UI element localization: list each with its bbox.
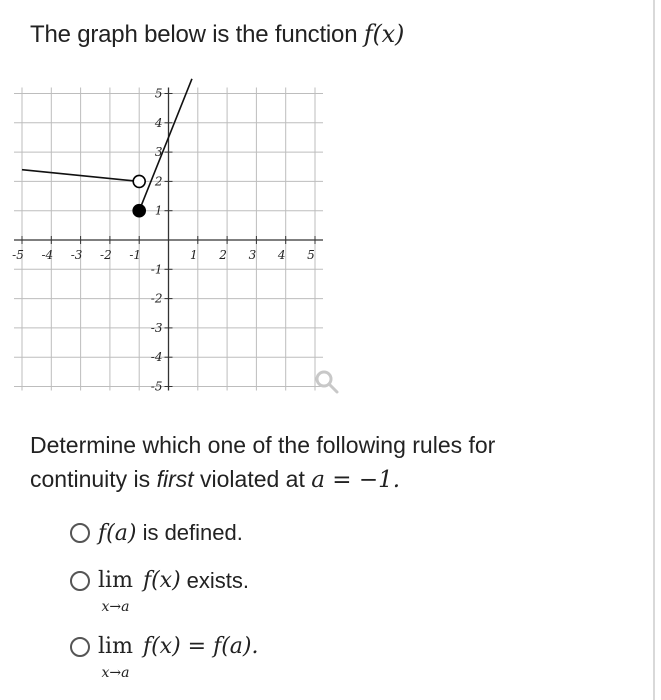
x-tick-label: 1 [189,248,198,262]
option-equals-math: f(x) = f(a). [142,634,259,659]
x-tick-label: 3 [248,248,257,262]
prompt-pre: Determine which one of the following rules for continuity is [30,432,496,492]
option-defined[interactable] [70,520,243,546]
y-tick-label: -5 [150,379,163,394]
prompt-math: a = −1. [311,467,401,493]
limit-notation [98,568,133,615]
intro-text: The graph below is the function [30,21,358,48]
question-title [30,20,404,49]
lim-subscript: x→a [101,599,130,615]
y-tick-label: -1 [150,262,163,277]
option-limit-equals[interactable] [70,634,259,681]
prompt-emphasis: first [156,466,194,492]
lim-word: lim [98,568,133,593]
y-tick-label: 5 [154,86,163,101]
x-tick-label: 2 [219,248,227,262]
lim-subscript: x→a [101,665,130,681]
function-name: f(x) [363,20,405,48]
prompt-post: violated at [200,466,305,492]
limit-notation [98,634,133,681]
lim-word: lim [98,634,133,659]
y-tick-label: -3 [150,320,163,335]
x-tick-label: -2 [100,248,112,262]
magnifier-icon[interactable] [313,368,341,396]
y-tick-label: 3 [154,145,163,160]
y-tick-label: 1 [154,203,163,218]
x-tick-label: 5 [307,248,315,262]
x-tick-label: -5 [12,248,24,262]
x-tick-label: 4 [277,248,286,262]
option-limit-math: f(x) [142,568,181,593]
y-tick-label: -2 [150,291,163,306]
radio-option-limit-equals[interactable] [70,637,90,657]
x-tick-label: -4 [41,248,54,262]
option-defined-text: is defined. [142,520,243,545]
closed-point [133,205,145,217]
option-limit-exists[interactable] [70,568,249,615]
option-limit-text: exists. [186,568,250,593]
option-defined-math: f(a) [98,521,137,546]
question-prompt [30,428,590,497]
radio-option-defined[interactable] [70,523,90,543]
y-tick-label: 4 [154,115,163,130]
y-tick-label: -4 [150,350,163,365]
graph-segment [139,79,192,211]
radio-option-limit-exists[interactable] [70,571,90,591]
y-tick-label: 2 [154,174,163,189]
x-tick-label: -1 [129,248,142,262]
open-point [133,175,145,187]
function-graph [12,78,342,398]
x-tick-label: -3 [70,248,83,262]
